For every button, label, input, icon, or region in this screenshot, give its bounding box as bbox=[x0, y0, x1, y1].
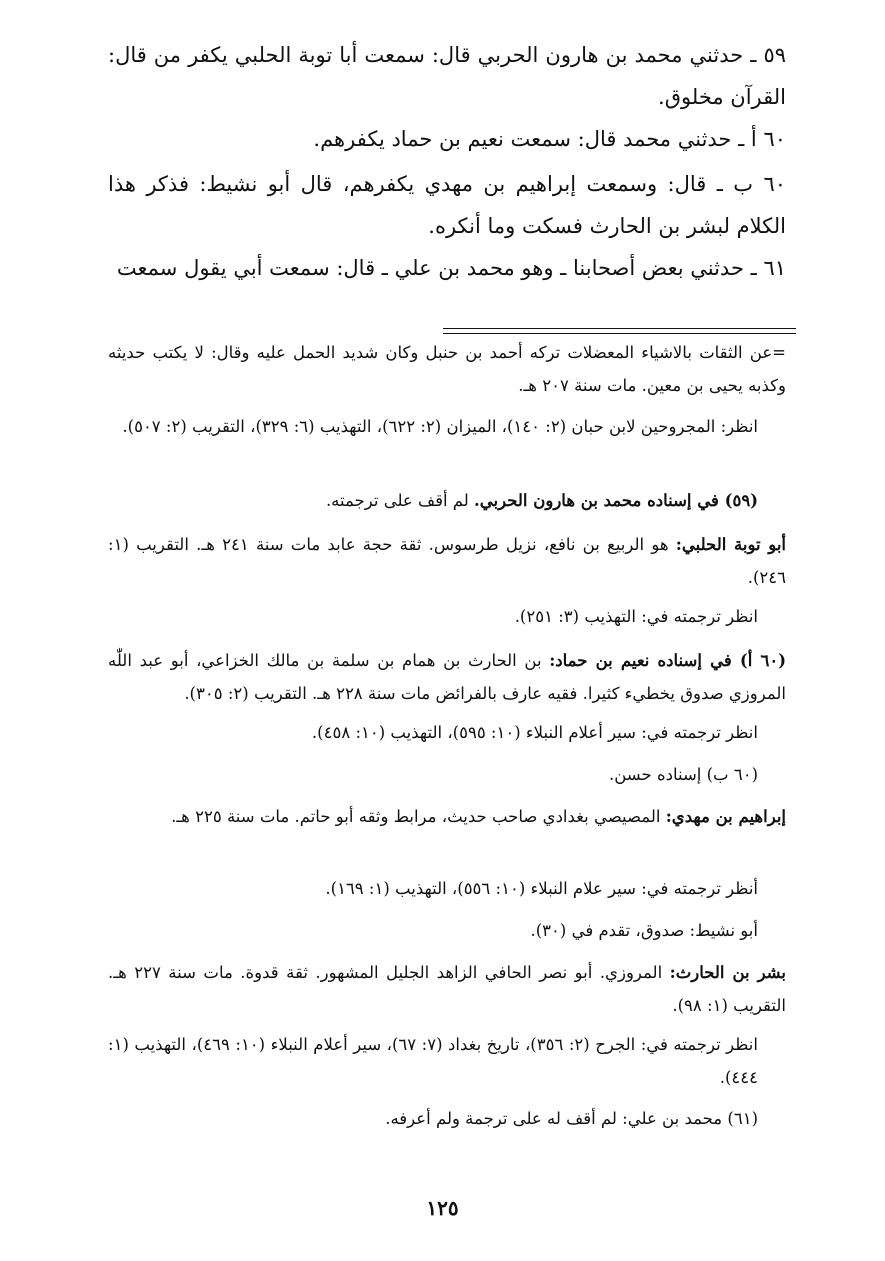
footnote-references-2: انظر ترجمته في: التهذيب (٣: ٢٥١). bbox=[514, 607, 758, 626]
footnote-ibrahim bbox=[108, 800, 786, 833]
page-number: ١٢٥ bbox=[426, 1196, 459, 1220]
footnote-bishr-label: بشر بن الحارث: bbox=[669, 963, 786, 982]
footnote-61: (٦١) محمد بن علي: لم أقف له على ترجمة ولم أعرفه. bbox=[385, 1109, 758, 1128]
footnote-separator-top bbox=[443, 328, 796, 329]
footnote-bishr bbox=[108, 956, 786, 1022]
footnote-abu-tawba-text: هو الربيع بن نافع، نزيل طرسوس. ثقة حجة عابد مات سنة ٢٤١ هـ. التقريب (١: ٢٤٦). bbox=[108, 535, 786, 587]
footnote-references-4: أنظر ترجمته في: سير علام النبلاء (١٠: ٥٥٦)، التهذيب (١: ١٦٩). bbox=[325, 879, 758, 898]
footnote-60a-label: (٦٠ أ) في إسناده نعيم بن حماد: bbox=[549, 651, 786, 670]
footnote-abu-tawba bbox=[108, 528, 786, 594]
footnote-59 bbox=[108, 484, 786, 517]
footnote-separator-bottom bbox=[443, 333, 796, 334]
footnote-59-label: (٥٩) في إسناده محمد بن هارون الحربي. bbox=[474, 491, 758, 510]
footnote-references-3: انظر ترجمته في: سير أعلام النبلاء (١٠: ٥٩٥)، التهذيب (١٠: ٤٥٨). bbox=[311, 723, 758, 742]
hadith-60b: ٦٠ ب ـ قال: وسمعت إبراهيم بن مهدي يكفرهم، قال أبو نشيط: فذكر هذا الكلام لبشر بن الحارث فسكت وما أنكره. bbox=[108, 172, 786, 238]
hadith-60a: ٦٠ أ ـ حدثني محمد قال: سمعت نعيم بن حماد يكفرهم. bbox=[313, 127, 786, 151]
footnote-60a bbox=[108, 644, 786, 710]
footnote-60b: (٦٠ ب) إسناده حسن. bbox=[608, 765, 758, 784]
footnote-abu-tawba-label: أبو توبة الحلبي: bbox=[675, 535, 786, 554]
hadith-61: ٦١ ـ حدثني بعض أصحابنا ـ وهو محمد بن علي ـ قال: سمعت أبي يقول سمعت bbox=[116, 256, 786, 280]
footnote-references-5: انظر ترجمته في: الجرح (٢: ٣٥٦)، تاريخ بغداد (٧: ٦٧)، سير أعلام النبلاء (١٠: ٤٦٩)، التهذيب (١: ٤٤٤). bbox=[108, 1035, 758, 1087]
hadith-59: ٥٩ ـ حدثني محمد بن هارون الحربي قال: سمعت أبا توبة الحلبي يكفر من قال: القرآن مخلوق. bbox=[108, 43, 786, 109]
footnote-continued: =عن الثقات بالاشياء المعضلات تركه أحمد بن حنبل وكان شديد الحمل عليه وقال: لا يكتب حديثه وكذبه يحيى بن معين. مات سنة ٢٠٧ هـ. bbox=[108, 343, 786, 395]
footnote-ibrahim-label: إبراهيم بن مهدي: bbox=[665, 807, 786, 826]
footnote-60a-text: بن الحارث بن همام بن سلمة بن مالك الخزاعي، أبو عبد اللّٰه المروزي صدوق يخطيء كثيرا. فقيه عارف بالفرائض مات سنة ٢٢٨ هـ. التقريب (٢: ٣٠٥). bbox=[108, 651, 786, 703]
footnote-bishr-text: المروزي. أبو نصر الحافي الزاهد الجليل المشهور. ثقة قدوة. مات سنة ٢٢٧ هـ. التقريب (١: ٩٨). bbox=[108, 963, 786, 1015]
footnote-ibrahim-text: المصيصي بغدادي صاحب حديث، مرابط وثقه أبو حاتم. مات سنة ٢٢٥ هـ. bbox=[171, 807, 666, 826]
footnote-59-text: لم أقف على ترجمته. bbox=[325, 491, 475, 510]
footnote-abu-nashit: أبو نشيط: صدوق، تقدم في (٣٠). bbox=[530, 921, 758, 940]
footnote-references-1: انظر: المجروحين لابن حبان (٢: ١٤٠)، الميزان (٢: ٦٢٢)، التهذيب (٦: ٣٢٩)، التقريب (٢: ٥٠٧). bbox=[122, 417, 758, 436]
